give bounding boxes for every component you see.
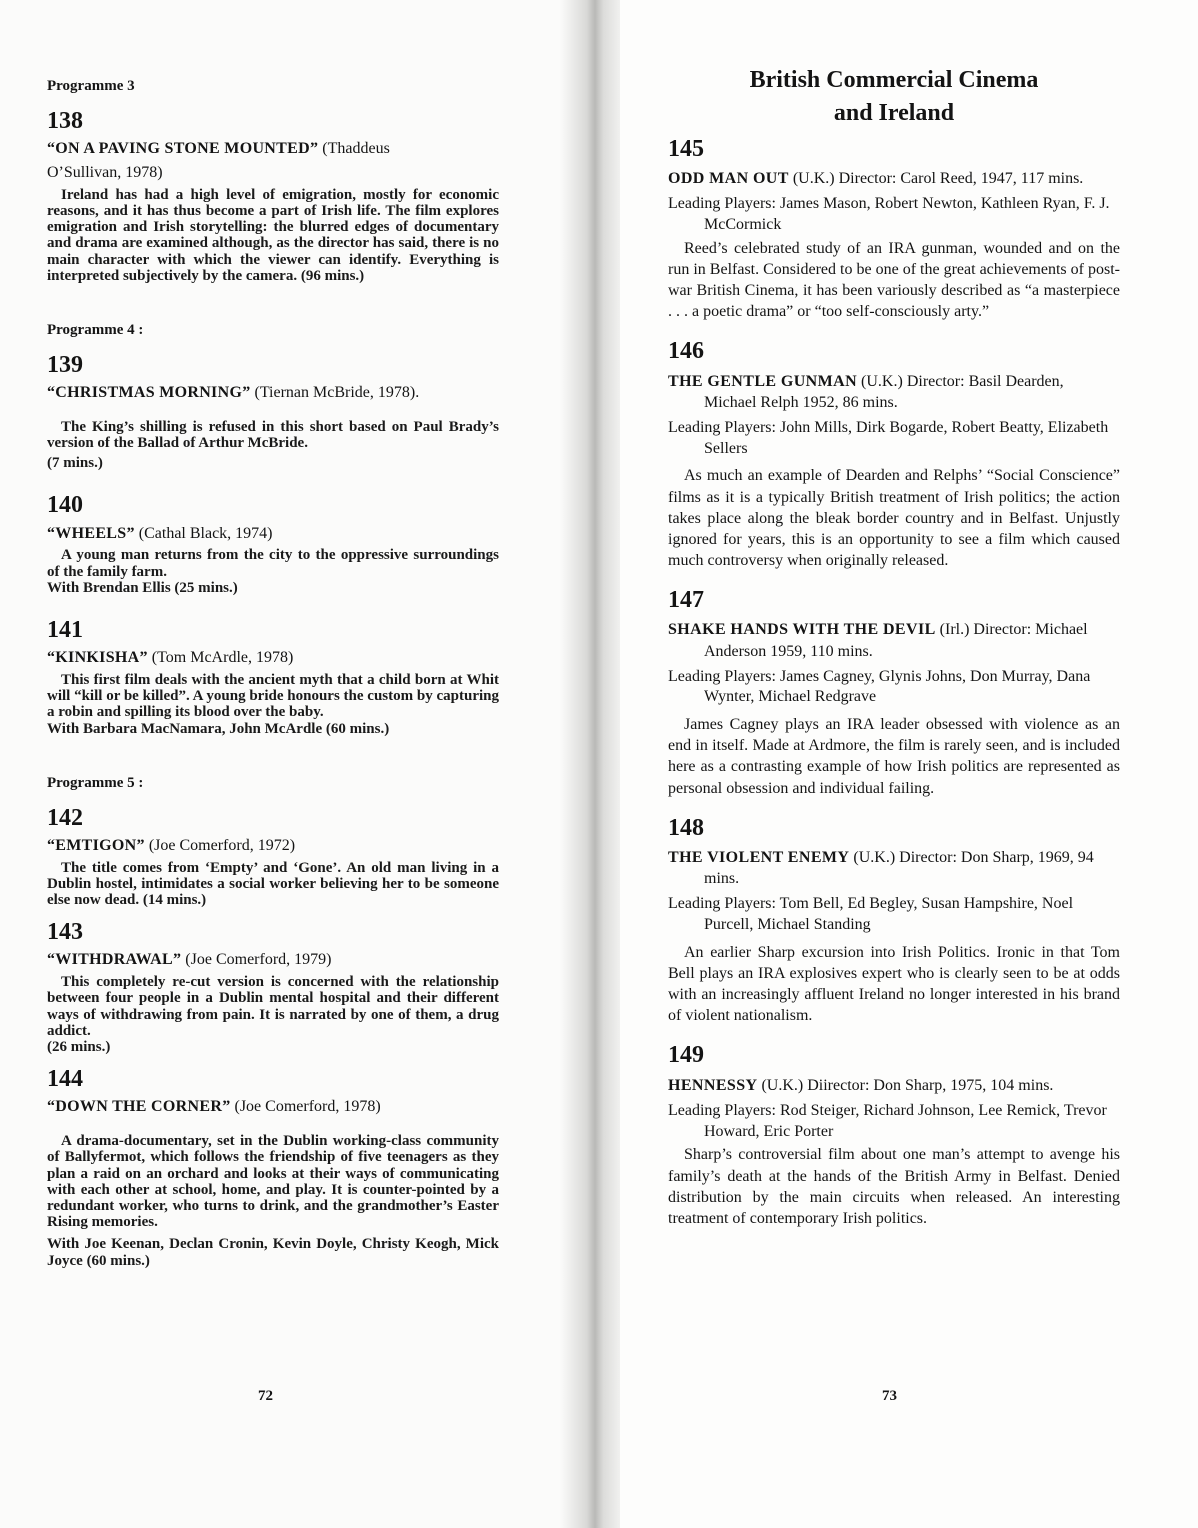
entry-number: 143 xyxy=(47,919,83,946)
film-title: “CHRISTMAS MORNING” xyxy=(47,384,251,402)
film-details: (Irl.) Director: Michael Anderson 1959, 110 mins. xyxy=(704,621,1088,660)
entry-cast: With Joe Keenan, Declan Cronin, Kevin Doyle, Christy Keogh, Mick Joyce (60 mins.) xyxy=(47,1236,499,1269)
players-label: Leading Players: xyxy=(668,667,776,685)
film-title: “DOWN THE CORNER” xyxy=(47,1098,231,1116)
entry-title xyxy=(47,950,499,971)
page-number: 72 xyxy=(258,1388,273,1404)
entry-description: A young man returns from the city to the oppressive surroundings of the family farm. xyxy=(47,547,499,580)
section-heading xyxy=(668,64,1120,130)
right-column xyxy=(668,64,1120,1229)
entry-number: 146 xyxy=(668,338,704,365)
entry-description: The title comes from ‘Empty’ and ‘Gone’. An old man living in a Dublin hostel, intimidates a social worker believing her to be someone else now dead. (14 mins.) xyxy=(47,859,499,909)
players-label: Leading Players: xyxy=(668,418,776,436)
film-meta: (Tiernan McBride, 1978). xyxy=(250,384,420,402)
entry-138 xyxy=(47,109,499,284)
film-meta: (Thaddeus xyxy=(318,140,390,158)
film-line xyxy=(668,1075,1120,1096)
entry-description: Ireland has had a high level of emigration, mostly for economic reasons, and it has thus become a part of Irish life. The film explores emigration and Irish storytelling: the blurred edges of documentary and drama are examined although, as the director has said, there is no main character with which the viewer can identify. Everything is interpreted subjectively by the camera. (96 mins.) xyxy=(47,186,499,284)
entry-number: 142 xyxy=(47,804,83,831)
players-list: John Mills, Dirk Bogarde, Robert Beatty, Elizabeth Sellers xyxy=(704,418,1109,457)
entry-runtime: (26 mins.) xyxy=(47,1039,111,1056)
entry-title xyxy=(47,1097,499,1118)
entry-description: Sharp’s controversial film about one man’s attempt to avenge his family’s death at the hands of the British Army in Belfast. Denied distribution by the main circuits when released. An interesting treatment of contemporary Irish politics. xyxy=(668,1146,1120,1227)
film-line xyxy=(668,847,1120,889)
players-line xyxy=(668,418,1120,460)
entry-number: 145 xyxy=(668,135,704,162)
players-line xyxy=(668,667,1120,709)
film-meta: (Joe Comerford, 1979) xyxy=(181,951,332,969)
entry-description: Reed’s celebrated study of an IRA gunman, wounded and on the run in Belfast. Considered to be one of the great achievements of post-war British Cinema, it has been variously described as “a masterpiece . . . a poetic drama” or “too self-consciously arty.” xyxy=(668,239,1120,321)
players-line xyxy=(668,894,1120,936)
section-heading-line1: British Commercial Cinema xyxy=(749,67,1039,93)
entry-cast: With Barbara MacNamara, John McArdle (60 mins.) xyxy=(47,720,390,737)
film-title: “KINKISHA” xyxy=(47,649,148,667)
players-label: Leading Players: xyxy=(668,1101,776,1119)
entry-title xyxy=(47,139,499,160)
entry-description: An earlier Sharp excursion into Irish Politics. Ironic in that Tom Bell plays an IRA explosives expert who is clearly seen to be at odds with an increasingly affluent Ireland no longer interested in his brand of violent nationalism. xyxy=(668,943,1120,1025)
entry-title xyxy=(47,524,499,545)
entry-number: 140 xyxy=(47,492,83,519)
entry-cast: With Brendan Ellis (25 mins.) xyxy=(47,579,238,596)
entry-148 xyxy=(668,815,1120,1027)
programme-4-heading: Programme 4 : xyxy=(47,321,144,338)
left-column xyxy=(47,78,499,1269)
film-title: ODD MAN OUT xyxy=(668,170,789,188)
entry-description: James Cagney plays an IRA leader obsessed with violence as an end in itself. Made at Ardmore, the film is rarely seen, and is included here as a contrasting example of how Irish politics are represented as personal obsession and individual failing. xyxy=(668,716,1120,797)
right-page xyxy=(620,0,1198,1528)
players-line xyxy=(668,1101,1120,1143)
entry-142 xyxy=(47,806,499,909)
left-page xyxy=(0,0,585,1528)
entry-149 xyxy=(668,1042,1120,1229)
entry-number: 144 xyxy=(47,1066,83,1093)
entry-146 xyxy=(668,338,1120,571)
film-meta: (Joe Comerford, 1972) xyxy=(144,836,296,854)
players-list: James Mason, Robert Newton, Kathleen Ryan, F. J. McCormick xyxy=(704,195,1110,234)
page-number: 73 xyxy=(882,1388,897,1404)
entry-description: This completely re-cut version is concerned with the relationship between four people in a Dublin mental hospital and their different ways of withdrawing from pain. It is narrated by one of them, a drug addict. xyxy=(47,974,499,1039)
film-title: THE VIOLENT ENEMY xyxy=(668,849,850,867)
entry-145 xyxy=(668,136,1120,323)
film-line xyxy=(668,619,1120,661)
entry-number: 138 xyxy=(47,108,83,134)
film-title: SHAKE HANDS WITH THE DEVIL xyxy=(668,621,936,639)
film-details: (U.K.) Director: Don Sharp, 1969, 94 mins. xyxy=(704,849,1094,888)
entry-description: The King’s shilling is refused in this short based on Paul Brady’s version of the Ballad of Arthur McBride. xyxy=(47,418,499,452)
entry-number: 139 xyxy=(47,351,83,378)
film-title: “WITHDRAWAL” xyxy=(47,951,182,969)
players-list: Rod Steiger, Richard Johnson, Lee Remick, Trevor Howard, Eric Porter xyxy=(704,1101,1107,1140)
film-meta-cont: O’Sullivan, 1978) xyxy=(47,163,163,181)
entry-description: This first film deals with the ancient myth that a child born at Whit will “kill or be killed”. A young bride honours the custom by capturing a robin and spilling its blood over the baby. xyxy=(47,671,499,721)
entry-141 xyxy=(47,618,499,737)
players-list: Tom Bell, Ed Begley, Susan Hampshire, Noel Purcell, Michael Standing xyxy=(704,895,1074,934)
film-details: (U.K.) Director: Basil Dearden, Michael Relph 1952, 86 mins. xyxy=(704,372,1064,411)
programme-3-heading: Programme 3 xyxy=(47,78,135,94)
film-details: (U.K.) Director: Carol Reed, 1947, 117 mins. xyxy=(788,170,1084,188)
film-line xyxy=(668,371,1120,413)
film-details: (U.K.) Diirector: Don Sharp, 1975, 104 mins. xyxy=(757,1076,1054,1094)
film-title: HENNESSY xyxy=(668,1076,758,1094)
film-title: “ON A PAVING STONE MOUNTED” xyxy=(47,140,319,158)
film-meta: (Tom McArdle, 1978) xyxy=(147,649,294,667)
entry-number: 149 xyxy=(668,1042,704,1069)
entry-title xyxy=(47,383,499,404)
entry-140 xyxy=(47,493,499,596)
entry-143 xyxy=(47,920,499,1055)
film-line xyxy=(668,168,1120,189)
programme-5-heading: Programme 5 : xyxy=(47,774,144,791)
film-title: “EMTIGON” xyxy=(47,836,145,854)
players-label: Leading Players: xyxy=(668,195,776,213)
entry-number: 141 xyxy=(47,617,83,643)
entry-number: 148 xyxy=(668,814,704,841)
entry-description: As much an example of Dearden and Relphs’ “Social Conscience” films as it is a typically British treatment of Irish politics; the action takes place along the bleak border country and in Belfast. Unjustly ignored for years, this is an opportunity to see a film which caused much controversy when originally released. xyxy=(668,467,1120,569)
entry-number: 147 xyxy=(668,587,704,614)
film-meta: (Joe Comerford, 1978) xyxy=(230,1098,381,1116)
film-title: “WHEELS” xyxy=(47,524,135,542)
entry-title xyxy=(47,648,499,669)
players-list: James Cagney, Glynis Johns, Don Murray, Dana Wynter, Michael Redgrave xyxy=(704,667,1091,706)
entry-139 xyxy=(47,353,499,472)
film-title: THE GENTLE GUNMAN xyxy=(668,372,858,390)
entry-147 xyxy=(668,587,1120,799)
entry-144 xyxy=(47,1067,499,1268)
players-label: Leading Players: xyxy=(668,895,776,913)
entry-title xyxy=(47,836,499,857)
entry-description: A drama-documentary, set in the Dublin working-class community of Ballyfermot, which follows the friendship of five teenagers as they plan a raid on an orchard and looks at their ways of communicating with each other at school, home, and play. It is counter-pointed by a redundant worker, who turns to drink, and the grandmother’s Easter Rising memories. xyxy=(47,1133,499,1231)
players-line xyxy=(668,194,1120,236)
entry-runtime: (7 mins.) xyxy=(47,455,103,472)
section-heading-line2: and Ireland xyxy=(833,99,955,126)
film-meta: (Cathal Black, 1974) xyxy=(134,524,273,542)
